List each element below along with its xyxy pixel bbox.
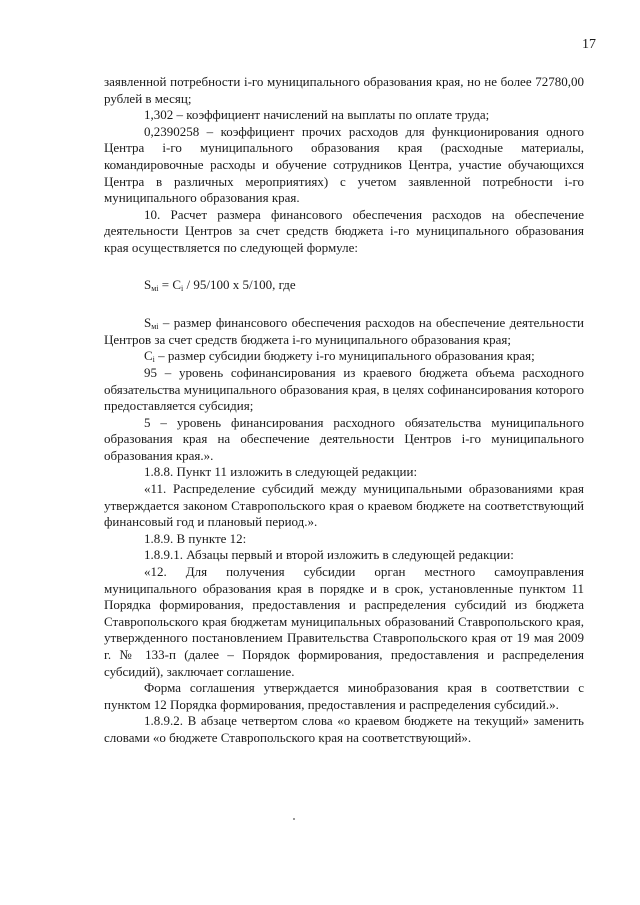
paragraph: 1.8.9.1. Абзацы первый и второй изложить в следующей редакции: (144, 547, 514, 563)
formula-s: S (144, 276, 152, 292)
paragraph: 10. Расчет размера финансового обеспечения расходов на обеспечение деятельности Центров за счет средств бюджета i-го муниципального образования края осуществляется по следующей формуле: (104, 206, 584, 255)
document-body (104, 74, 584, 747)
formula-eq: = C (158, 276, 182, 292)
scan-speck (293, 818, 295, 820)
definition: $S_{мi}$ – размер финансового обеспечения расходов на обеспечение деятельности Центров за счет средств бюджета i-го муниципального образования края; (104, 315, 584, 347)
paragraph: «11. Распределение субсидий между муниципальными образованиями края утверждается законом Ставропольского края о краевом бюджете на соответствующий финансовый год и плановый период.». (104, 481, 584, 530)
definition: 95 – уровень софинансирования из краевого бюджета объема расходного обязательства муниципального образования края, в целях софинансирования которого предоставляется субсидия; (104, 364, 584, 414)
definition: $C_i$ – размер субсидии бюджету i-го муниципального образования края; (144, 348, 535, 365)
formula-s-sub: мi (151, 283, 159, 293)
formula (104, 277, 584, 294)
paragraph-continuation: заявленной потребности i-го муниципального образования края, но не более 72780,00 рублей в месяц; (104, 74, 584, 106)
definition: 5 – уровень финансирования расходного обязательства муниципального образования края на обеспечение деятельности Центров i-го муниципального образования края.». (104, 414, 584, 463)
formula-c-sub: i (181, 283, 184, 293)
formula-rest: / 95/100 х 5/100, где (183, 276, 296, 292)
paragraph: 1.8.9. В пункте 12: (144, 530, 247, 546)
paragraph: 0,2390258 – коэффициент прочих расходов для функционирования одного Центра i-го муниципального образования края (расходные материалы, командировочные расходы и обучение сотрудников Центра, участие обучающихся Центра в различных мероприятиях) с учетом заявленной потребности i-го муниципального образования края. (104, 123, 584, 206)
paragraph: 1.8.8. Пункт 11 изложить в следующей редакции: (144, 464, 418, 480)
paragraph: 1.8.9.2. В абзаце четвертом слова «о краевом бюджете на текущий» заменить словами «о бюджете Ставропольского края на соответствующий». (104, 713, 584, 745)
paragraph: Форма соглашения утверждается минобразования края в соответствии с пунктом 12 Порядка формирования, предоставления и распределения субсидий.». (104, 680, 584, 712)
paragraph: 1,302 – коэффициент начислений на выплаты по оплате труда; (144, 107, 490, 123)
page-number: 17 (582, 37, 596, 52)
paragraph: «12. Для получения субсидии орган местного самоуправления муниципального образования края в порядке и в срок, установленные пунктом 11 Порядка формирования, предоставления и распределения субсидий из бюджета Ставропольского края бюджетам муниципальных образований Ставропольского края, утвержденного постановлением Правительства Ставропольского края от 19 мая 2009 г. № 133-п (далее – Порядок формирования, предоставления и распределения субсидий), заключает соглашение. (104, 564, 584, 679)
